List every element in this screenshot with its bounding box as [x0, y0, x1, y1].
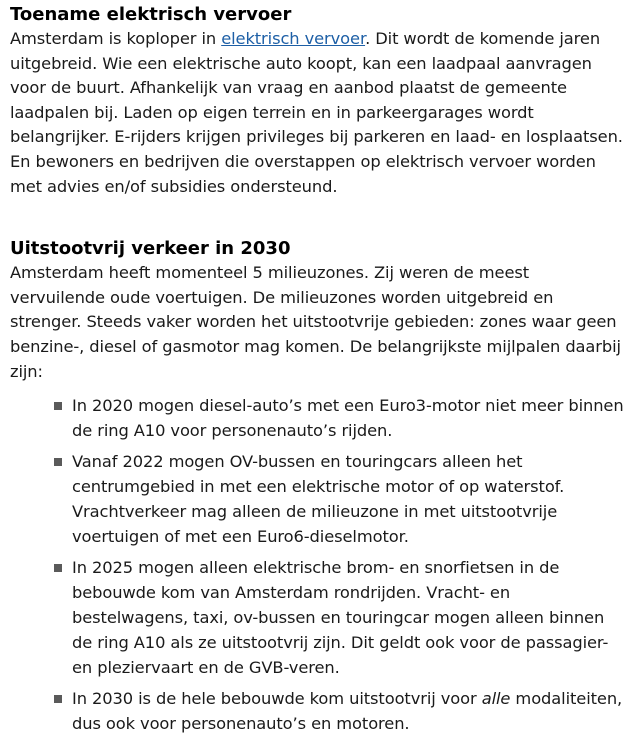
section-spacer: [10, 199, 629, 237]
milestones-list: [10, 393, 629, 736]
electric-transport-link[interactable]: elektrisch vervoer: [221, 29, 366, 48]
square-bullet-icon: [54, 458, 62, 466]
milestone-text: In 2025 mogen alleen elektrische brom- en snorfietsen in de bebouwde kom van Amsterdam rondrijden. Vracht- en bestelwagens, taxi, ov-bussen en touringcar mogen alleen binnen de ring A10 als ze uitstootvrij zijn. Dit geldt ook voor de passagier- en pleziervaart en de GVB-veren.: [72, 558, 609, 678]
square-bullet-icon: [54, 564, 62, 572]
milestone-emphasis: alle: [481, 689, 511, 709]
electric-transport-paragraph: [10, 27, 629, 199]
square-bullet-icon: [54, 695, 62, 703]
list-item: [54, 555, 629, 680]
paragraph-text-rest: . Dit wordt de komende jaren uitgebreid. Wie een elektrische auto koopt, kan een laadpaal aanvragen voor de buurt. Afhankelijk van vraag en aanbod plaatst de gemeente laadpalen bij. Laden op eigen terrein en in parkeergarages wordt belangrijker. E-rijders krijgen privileges bij parkeren en laad- en losplaatsen. En bewoners en bedrijven die overstappen op elektrisch vervoer worden met advies en/of subsidies ondersteund.: [10, 29, 623, 196]
list-item: [54, 393, 629, 443]
section-heading-electric-transport: Toename elektrisch vervoer: [10, 4, 292, 25]
milestone-text: Vanaf 2022 mogen OV-bussen en touringcars alleen het centrumgebied in met een elektrische motor of op waterstof. Vrachtverkeer mag alleen de milieuzone in met uitstootvrije voertuigen of met een Euro6-dieselmotor.: [72, 452, 565, 547]
paragraph-text-start: Amsterdam is koploper in: [10, 29, 222, 48]
milestone-text: In 2020 mogen diesel-auto’s met een Euro3-motor niet meer binnen de ring A10 voor personenauto’s rijden.: [72, 396, 624, 441]
list-item: [54, 449, 629, 549]
section-heading-zero-emission: Uitstootvrij verkeer in 2030: [10, 238, 291, 260]
zero-emission-paragraph: Amsterdam heeft momenteel 5 milieuzones. Zij weren de meest vervuilende oude voertuigen. De milieuzones worden uitgebreid en strenger. Steeds vaker worden het uitstootvrije gebieden: zones waar geen benzine-, diesel of gasmotor mag komen. De belangrijkste mijlpalen daarbij zijn:: [10, 263, 621, 381]
milestone-text-end: modaliteiten, dus ook voor personenauto’s en motoren.: [72, 689, 623, 734]
milestone-text-start: In 2030 is de hele bebouwde kom uitstootvrij voor: [72, 689, 482, 709]
square-bullet-icon: [54, 402, 62, 410]
list-item: [54, 686, 629, 736]
